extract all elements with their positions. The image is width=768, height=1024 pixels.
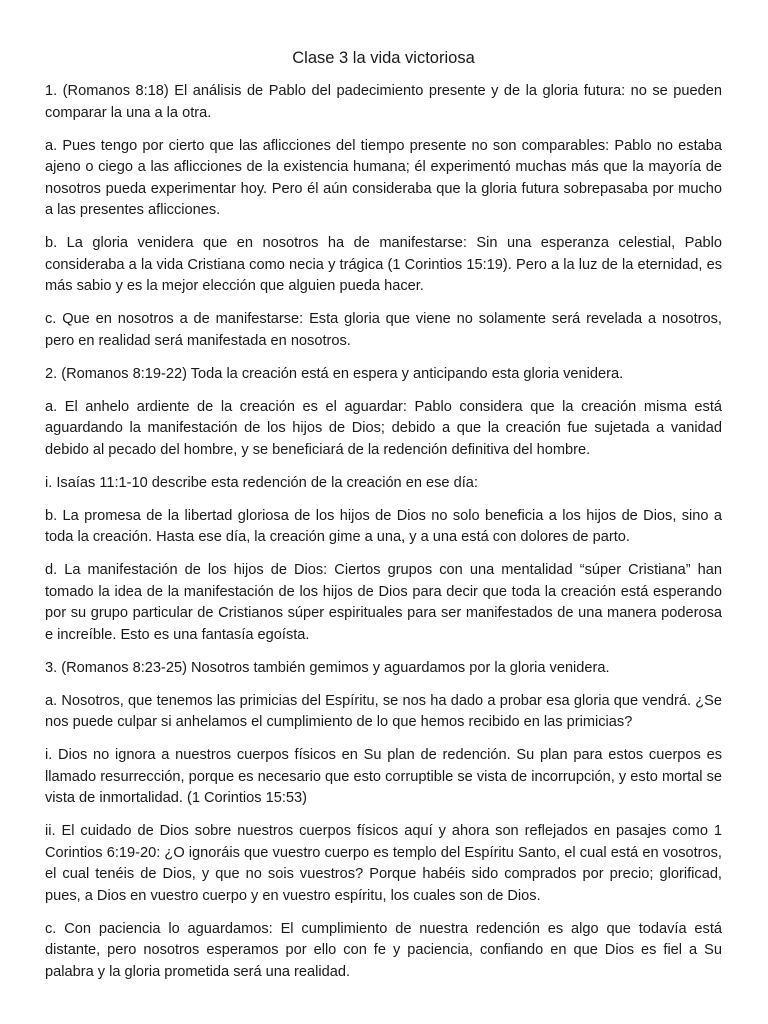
paragraph-2: 2. (Romanos 8:19-22) Toda la creación está en espera y anticipando esta gloria venidera.: [45, 365, 624, 382]
paragraph-2b: b. La promesa de la libertad gloriosa de los hijos de Dios no solo beneficia a los hijos de Dios, sino a toda la creación. Hasta ese día, la creación gime a una, y a una está con dolores de parto.: [45, 507, 722, 545]
paragraph-3a-i: i. Dios no ignora a nuestros cuerpos físicos en Su plan de redención. Su plan para estos cuerpos es llamado resurrección, porque es necesario que esto corruptible se vista de incorrupción, y esto mortal se vista de inmortalidad. (1 Corintios 15:53): [45, 747, 722, 806]
paragraph-2a-i: i. Isaías 11:1-10 describe esta redención de la creación en ese día:: [45, 474, 478, 491]
paragraph-1b: b. La gloria venidera que en nosotros ha de manifestarse: Sin una esperanza celestial, Pablo consideraba a la vida Cristiana como necia y trágica (1 Corintios 15:19). Pero a la luz de la eternidad, es más sabio y es la mejor elección que alguien pueda hacer.: [45, 235, 722, 294]
paragraph-2a: a. El anhelo ardiente de la creación es el aguardar: Pablo considera que la creación misma está aguardando la manifestación de los hijos de Dios; debido a que la creación fue sujetada a vanidad debido al pecado del hombre, y se beneficiará de la redención definitiva del hombre.: [45, 398, 722, 458]
paragraph-3: 3. (Romanos 8:23-25) Nosotros también gemimos y aguardamos por la gloria venidera.: [45, 659, 610, 676]
document-page: [45, 48, 722, 995]
paragraph-2d: d. La manifestación de los hijos de Dios: Ciertos grupos con una mentalidad “súper Cristiana” han tomado la idea de la manifestación de los hijos de Dios para decir que toda la creación está esperando por su grupo particular de Cristianos súper espirituales para ser manifestados de una manera poderosa e increíble. Esto es una fantasía egoísta.: [45, 562, 722, 643]
paragraph-3a: a. Nosotros, que tenemos las primicias del Espíritu, se nos ha dado a probar esa gloria que vendrá. ¿Se nos puede culpar si anhelamos el cumplimiento de lo que hemos recibido en las primicias?: [45, 692, 722, 730]
document-title: Clase 3 la vida victoriosa: [292, 49, 475, 67]
paragraph-1a: a. Pues tengo por cierto que las aflicciones del tiempo presente no son comparables: Pablo no estaba ajeno o ciego a las aflicciones de la existencia humana; él experimentó muchas más que la mayoría de nosotros pueda experimentar hoy. Pero él aún consideraba que la gloria futura sobrepasaba por mucho a las presentes aflicciones.: [45, 137, 722, 218]
paragraph-3a-ii: ii. El cuidado de Dios sobre nuestros cuerpos físicos aquí y ahora son reflejados en pasajes como 1 Corintios 6:19-20: ¿O ignoráis que vuestro cuerpo es templo del Espíritu Santo, el cual está en vosotros, el cual tenéis de Dios, y que no sois vuestros? Porque habéis sido comprados por precio; glorificad, pues, a Dios en vuestro cuerpo y en vuestro espíritu, los cuales son de Dios.: [45, 823, 722, 904]
paragraph-3c: c. Con paciencia lo aguardamos: El cumplimiento de nuestra redención es algo que todavía está distante, pero nosotros esperamos por ello con fe y paciencia, confiando en que Dios es fiel a Su palabra y la gloria prometida será una realidad.: [45, 920, 722, 980]
paragraph-1: 1. (Romanos 8:18) El análisis de Pablo del padecimiento presente y de la gloria futura: no se pueden comparar la una a la otra.: [45, 83, 722, 121]
paragraph-1c: c. Que en nosotros a de manifestarse: Esta gloria que viene no solamente será revelada a nosotros, pero en realidad será manifestada en nosotros.: [45, 311, 722, 349]
